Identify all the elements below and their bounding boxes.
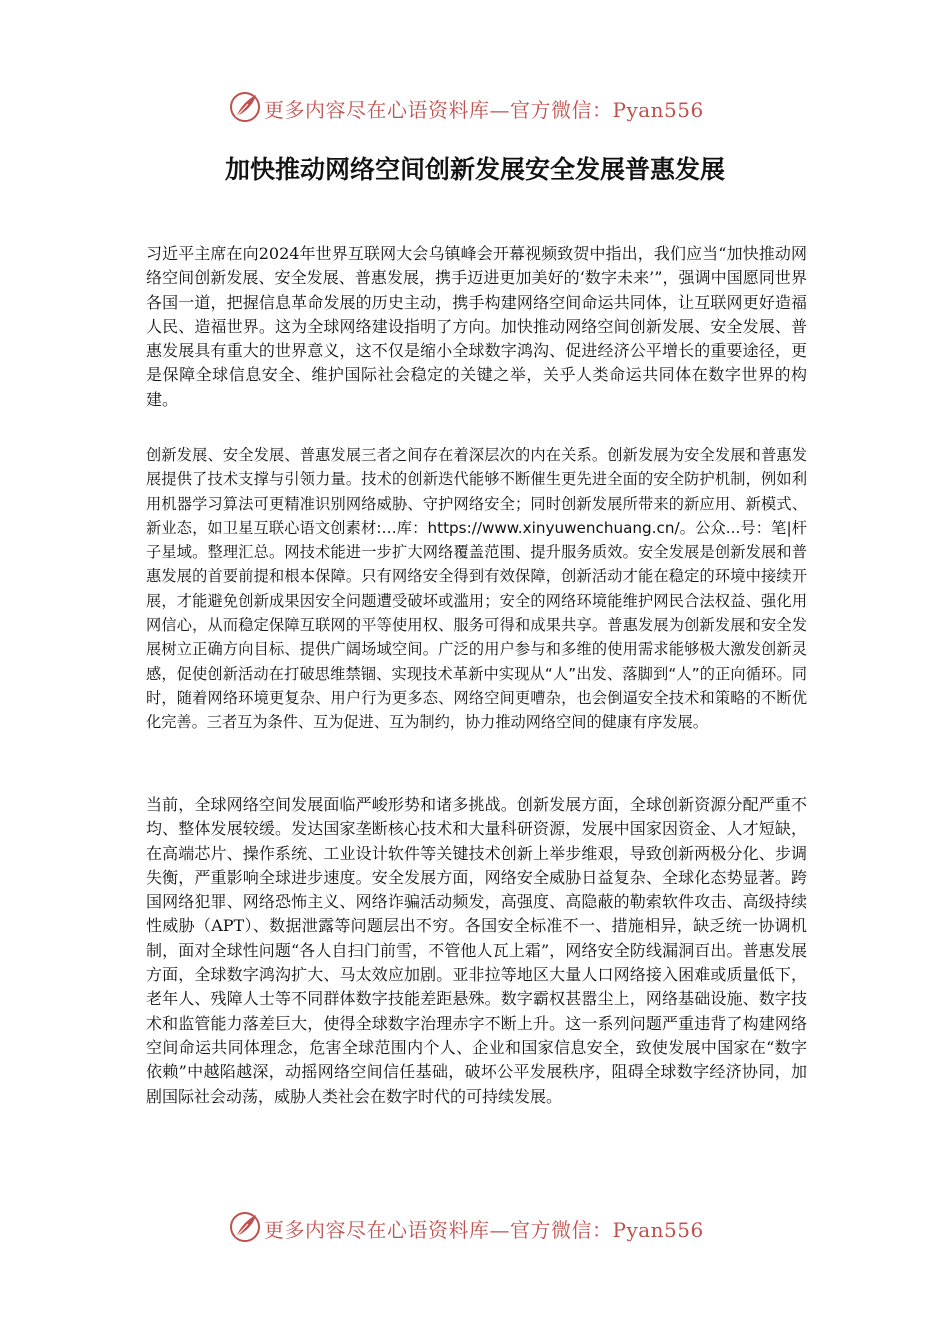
header-banner <box>0 88 950 128</box>
paragraph-1: 习近平主席在向2024年世界互联网大会乌镇峰会开幕视频致贺中指出，我们应当“加快推动网络空间创新发展、安全发展、普惠发展，携手迈进更加美好的‘数字未来’”，强调中国愿同世界各国一道，把握信息革命发展的历史主动，携手构建网络空间命运共同体，让互联网更好造福人民、造福世界。这为全球网络建设指明了方向。加快推动网络空间创新发展、安全发展、普惠发展具有重大的世界意义，这不仅是缩小全球数字鸿沟、促进经济公平增长的重要途径，更是保障全球信息安全、维护国际社会稳定的关键之举，关乎人类命运共同体在数字世界的构建。 <box>146 244 807 409</box>
feather-pen-logo-icon <box>228 90 262 124</box>
header-banner-text: 更多内容尽在心语资料库—官方微信：Pyan556 <box>264 98 704 122</box>
feather-pen-logo-icon <box>228 1210 262 1244</box>
footer-banner <box>0 1208 950 1248</box>
paragraph-2: 创新发展、安全发展、普惠发展三者之间存在着深层次的内在关系。创新发展为安全发展和普惠发展提供了技术支撑与引领力量。技术的创新迭代能够不断催生更先进全面的安全防护机制，例如利用机器学习算法可更精准识别网络威胁、守护网络安全；同时创新发展所带来的新应用、新模式、新业态，如卫星互联心语文创素材:…库：https://www.xinyuwenchuang.cn/。公众...号：笔|杆子星域。整理汇总。网技术能进一步扩大网络覆盖范围、提升服务质效。安全发展是创新发展和普惠发展的首要前提和根本保障。只有网络安全得到有效保障，创新活动才能在稳定的环境中接续开展，才能避免创新成果因安全问题遭受破坏或滥用；安全的网络环境能维护网民合法权益、强化用网信心，从而稳定保障互联网的平等使用权、服务可得和成果共享。普惠发展为创新发展和安全发展树立正确方向目标、提供广阔场域空间。广泛的用户参与和多维的使用需求能够极大激发创新灵感，促使创新活动在打破思维禁锢、实现技术革新中实现从“人”出发、落脚到“人”的正向循环。同时，随着网络环境更复杂、用户行为更多态、网络空间更嘈杂，也会倒逼安全技术和策略的不断优化完善。三者互为条件、互为促进、互为制约，协力推动网络空间的健康有序发展。 <box>146 446 807 732</box>
paragraph-3: 当前，全球网络空间发展面临严峻形势和诸多挑战。创新发展方面，全球创新资源分配严重不均、整体发展较缓。发达国家垄断核心技术和大量科研资源，发展中国家因资金、人才短缺，在高端芯片、操作系统、工业设计软件等关键技术创新上举步维艰，导致创新两极分化、步调失衡，严重影响全球进步速度。安全发展方面，网络安全威胁日益复杂、全球化态势显著。跨国网络犯罪、网络恐怖主义、网络诈骗活动频发，高强度、高隐蔽的勒索软件攻击、高级持续性威胁（APT）、数据泄露等问题层出不穷。各国安全标准不一、措施相异，缺乏统一协调机制，面对全球性问题“各人自扫门前雪，不管他人瓦上霜”，网络安全防线漏洞百出。普惠发展方面，全球数字鸿沟扩大、马太效应加剧。亚非拉等地区大量人口网络接入困难或质量低下，老年人、残障人士等不同群体数字技能差距悬殊。数字霸权甚嚣尘上，网络基础设施、数字技术和监管能力落差巨大，使得全球数字治理赤字不断上升。这一系列问题严重违背了构建网络空间命运共同体理念，危害全球范围内个人、企业和国家信息安全，致使发展中国家在“数字依赖”中越陷越深，动摇网络空间信任基础，破坏公平发展秩序，阻碍全球数字经济协同，加剧国际社会动荡，威胁人类社会在数字时代的可持续发展。 <box>146 795 807 1106</box>
footer-banner-text: 更多内容尽在心语资料库—官方微信：Pyan556 <box>264 1218 704 1242</box>
document-title: 加快推动网络空间创新发展安全发展普惠发展 <box>224 155 725 184</box>
